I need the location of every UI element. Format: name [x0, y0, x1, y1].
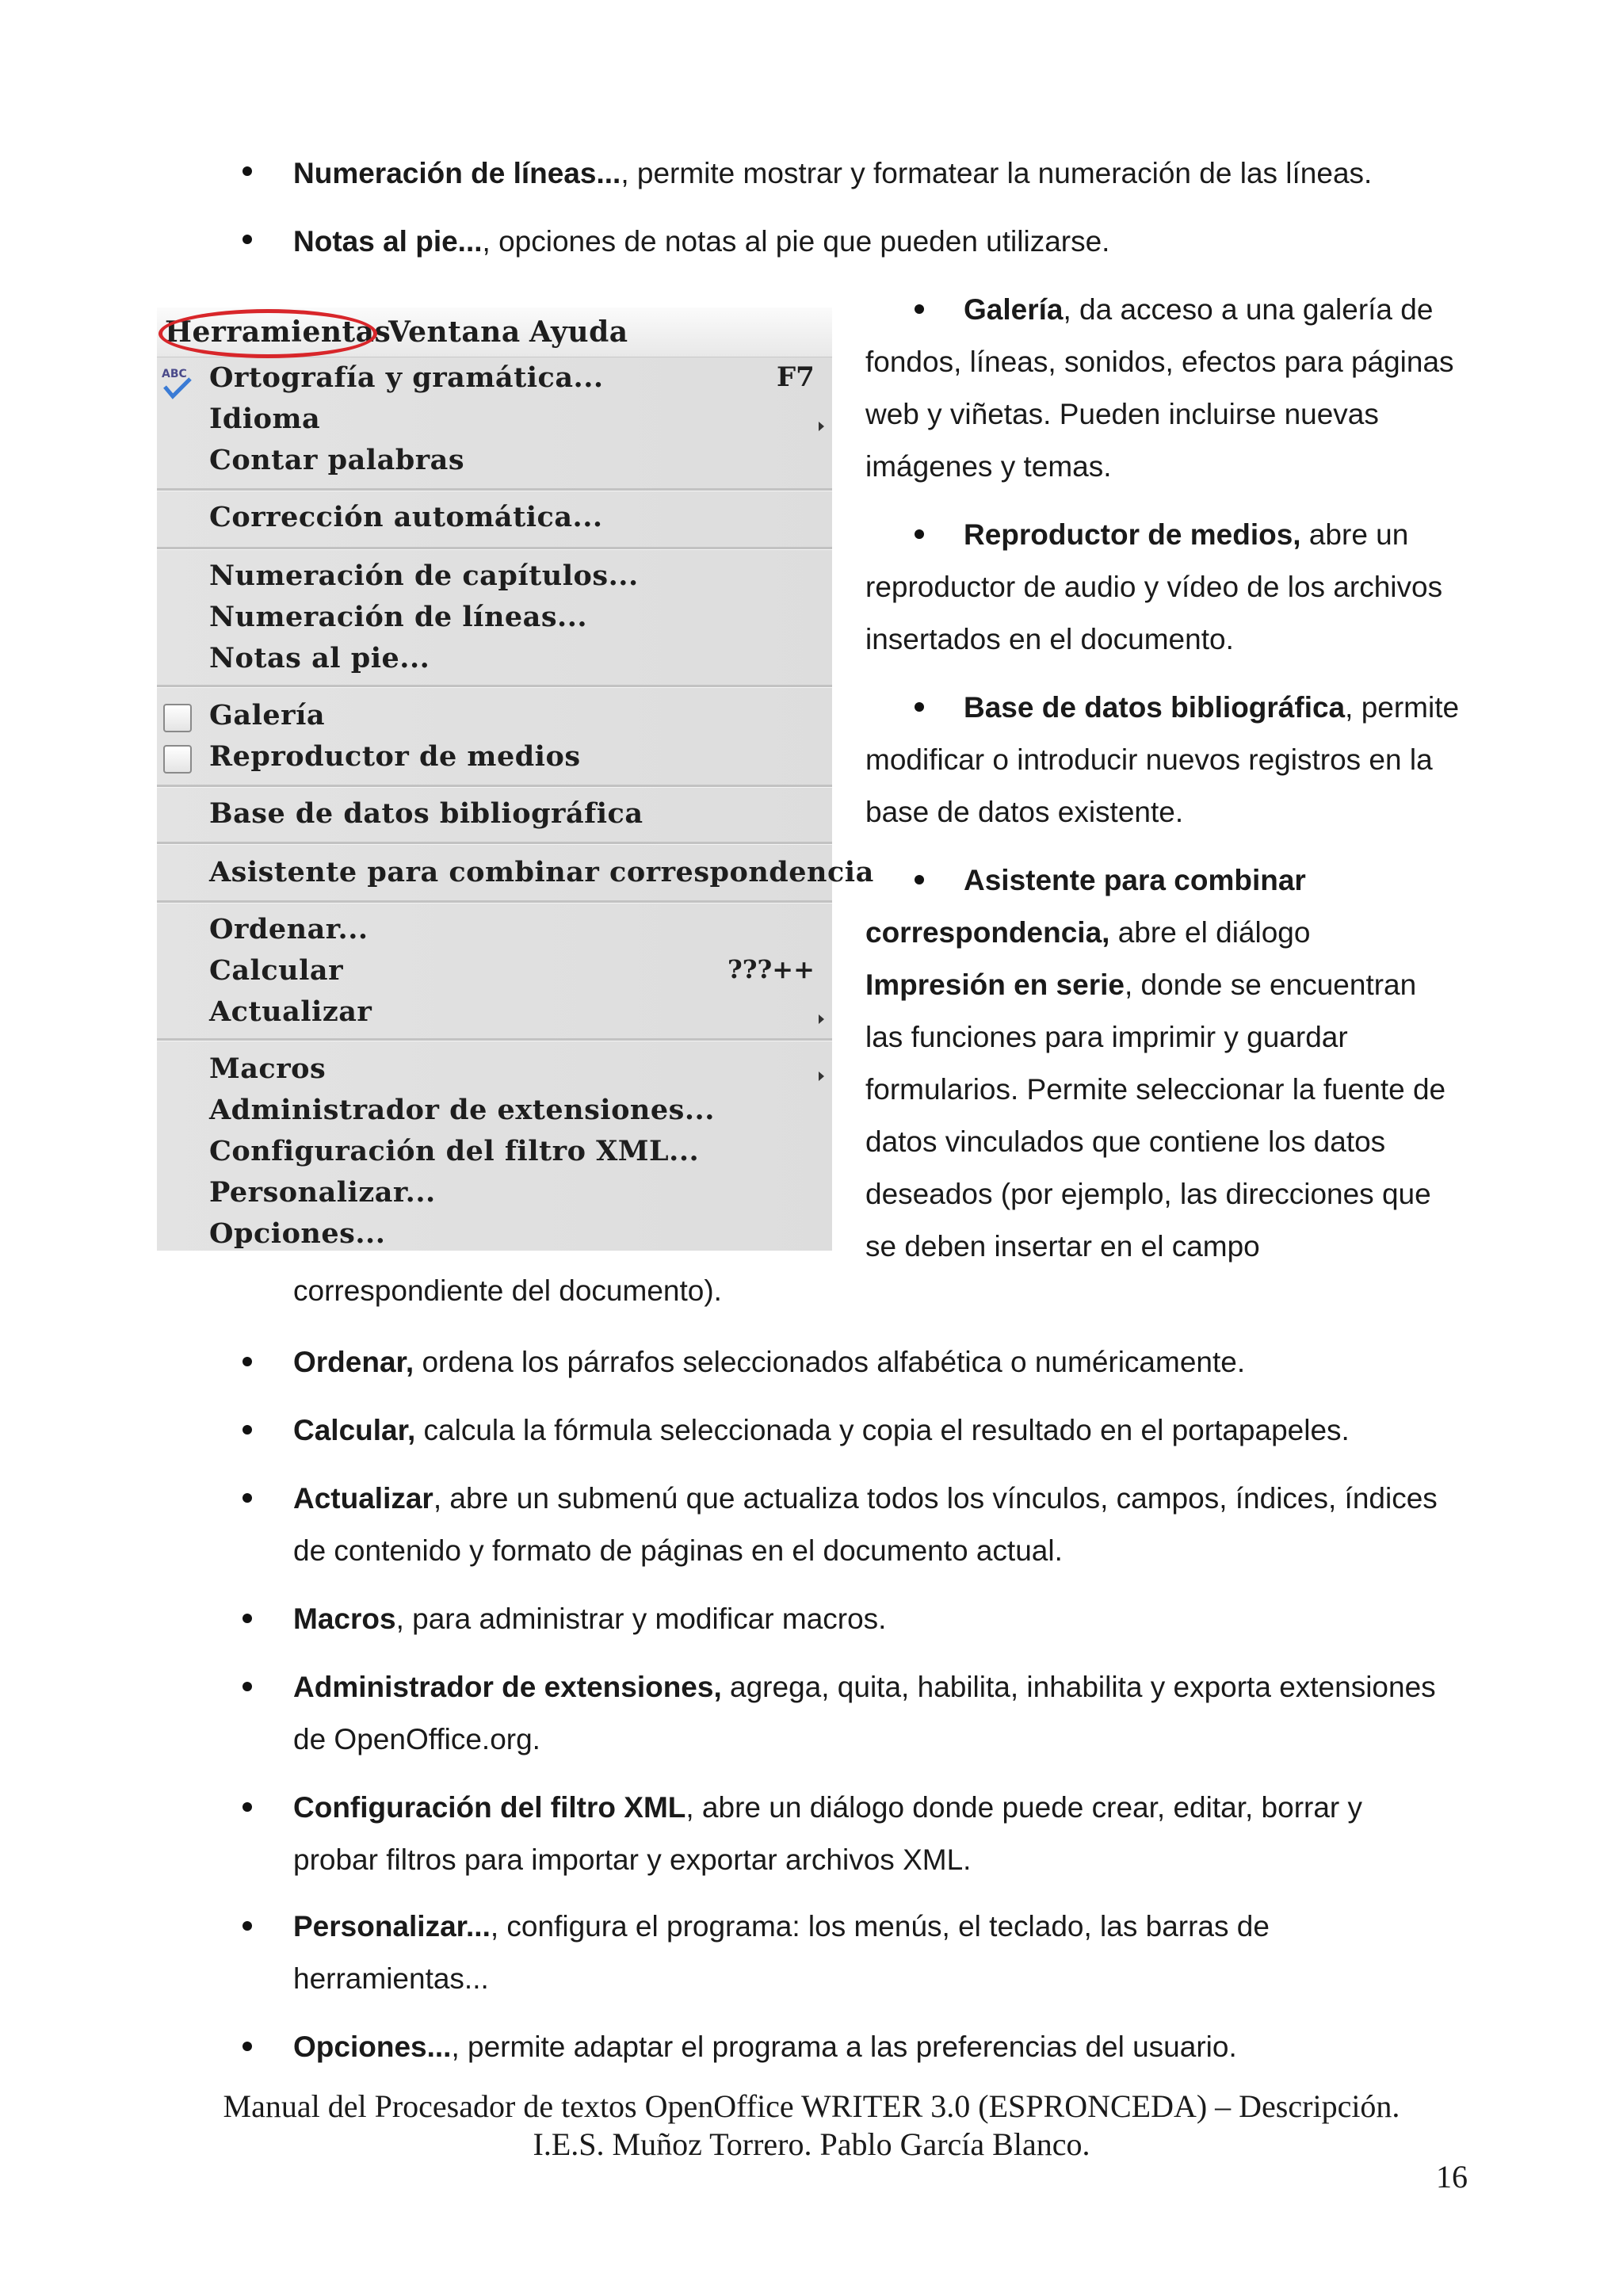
menu-item-actualizar[interactable]: Actualizar: [209, 995, 372, 1028]
separator: [157, 685, 832, 688]
bullet: [242, 166, 252, 176]
highlight-circle: [158, 309, 377, 358]
menu-ayuda[interactable]: Ayuda: [529, 315, 628, 349]
menu-item-base-datos[interactable]: Base de datos bibliográfica: [209, 797, 643, 830]
reproductor-checkbox[interactable]: [163, 745, 192, 774]
item-configuracion-xml: Configuración del filtro XML, abre un diálogo donde puede crear, editar, borrar y probar filtros para importar y exportar archivos XML.: [293, 1791, 1363, 1876]
submenu-arrow-icon: [819, 422, 824, 431]
menu-item-ortografia[interactable]: Ortografía y gramática...: [209, 361, 604, 394]
desc-reproductor: Reproductor de medios, abre un reproductor de audio y vídeo de los archivos insertados en el documento.: [865, 518, 1443, 655]
desc-asistente: Asistente para combinar correspondencia, abre el diálogo Impresión en serie, donde se encuentran las funciones para imprimir y guardar formularios. Permite seleccionar la fuente de datos vinculados que contiene los datos deseados (por ejemplo, las direcciones que se deben insertar en el campo: [865, 864, 1446, 1263]
menu-herramientas[interactable]: Herramientas: [165, 315, 391, 349]
bullet: [242, 2042, 252, 2051]
menu-item-administrador-extensiones[interactable]: Administrador de extensiones...: [209, 1094, 715, 1126]
item-notas-pie: Notas al pie..., opciones de notas al pie que pueden utilizarse.: [293, 225, 1110, 258]
separator: [157, 1038, 832, 1041]
item-macros: Macros, para administrar y modificar macros.: [293, 1603, 887, 1635]
separator: [157, 547, 832, 550]
separator: [157, 842, 832, 845]
bullet: [242, 1425, 252, 1435]
item-calcular: Calcular, calcula la fórmula seleccionada y copia el resultado en el portapapeles.: [293, 1414, 1350, 1446]
menu-item-asistente-correspondencia[interactable]: Asistente para combinar correspondencia: [209, 856, 874, 888]
menu-ventana[interactable]: Ventana: [388, 315, 521, 349]
menu-item-calcular[interactable]: Calcular: [209, 954, 344, 987]
menu-item-contar-palabras[interactable]: Contar palabras: [209, 444, 465, 476]
menu-item-macros[interactable]: Macros: [209, 1052, 327, 1085]
separator: [157, 488, 832, 491]
menu-item-reproductor-medios[interactable]: Reproductor de medios: [209, 740, 581, 773]
page-number: 16: [1436, 2159, 1468, 2195]
spellcheck-icon: [160, 365, 195, 403]
svg-text:ABC: ABC: [162, 368, 187, 380]
item-ordenar: Ordenar, ordena los párrafos seleccionados alfabética o numéricamente.: [293, 1346, 1246, 1378]
bullet: [242, 1802, 252, 1812]
menu-item-configuracion-filtro-xml[interactable]: Configuración del filtro XML...: [209, 1135, 700, 1167]
bullet: [242, 1921, 252, 1931]
bullet: [242, 1493, 252, 1503]
item-numeracion-lineas: Numeración de líneas..., permite mostrar y formatear la numeración de las líneas.: [293, 157, 1373, 189]
item-personalizar: Personalizar..., configura el programa: los menús, el teclado, las barras de herramientas...: [293, 1910, 1270, 1995]
submenu-arrow-icon: [819, 1072, 824, 1081]
item-administrador-extensiones: Administrador de extensiones, agrega, quita, habilita, inhabilita y exporta extensiones de OpenOffice.org.: [293, 1671, 1436, 1755]
menu-item-personalizar[interactable]: Personalizar...: [209, 1176, 436, 1209]
menu-item-numeracion-capitulos[interactable]: Numeración de capítulos...: [209, 560, 639, 592]
separator: [157, 900, 832, 904]
bullet: [242, 1614, 252, 1623]
menu-item-notas-pie[interactable]: Notas al pie...: [209, 642, 430, 674]
menu-bar: [157, 308, 832, 357]
item-actualizar: Actualizar, abre un submenú que actualiza todos los vínculos, campos, índices, índices de contenido y formato de páginas en el documento actual.: [293, 1482, 1438, 1567]
tools-menu-screenshot: [157, 308, 874, 1251]
shortcut-f7: F7: [777, 361, 815, 393]
desc-asistente-continued: correspondiente del documento).: [293, 1274, 722, 1307]
menu-item-opciones[interactable]: Opciones...: [209, 1217, 386, 1250]
footer-line-2: I.E.S. Muñoz Torrero. Pablo García Blanco.: [533, 2126, 1090, 2162]
submenu-arrow-icon: [819, 1014, 824, 1024]
menu-item-numeracion-lineas[interactable]: Numeración de líneas...: [209, 601, 588, 633]
separator: [157, 785, 832, 788]
desc-base-datos: Base de datos bibliográfica, permite modificar o introducir nuevos registros en la base de datos existente.: [865, 691, 1460, 828]
bullet: [242, 235, 252, 244]
menu-item-idioma[interactable]: Idioma: [209, 403, 321, 435]
item-opciones: Opciones..., permite adaptar el programa a las preferencias del usuario.: [293, 2030, 1237, 2063]
menu-item-ordenar[interactable]: Ordenar...: [209, 913, 369, 946]
menu-item-galeria[interactable]: Galería: [209, 699, 326, 732]
menu-item-correccion-automatica[interactable]: Corrección automática...: [209, 501, 603, 533]
bullet: [242, 1682, 252, 1691]
galeria-checkbox[interactable]: [163, 704, 192, 732]
footer-line-1: Manual del Procesador de textos OpenOffice WRITER 3.0 (ESPRONCEDA) – Descripción.: [223, 2088, 1400, 2124]
shortcut-calcular: ???++: [727, 954, 815, 984]
bullet: [242, 1357, 252, 1366]
desc-galeria: Galería, da acceso a una galería de fondos, líneas, sonidos, efectos para páginas web y viñetas. Pueden incluirse nuevas imágenes y temas.: [865, 293, 1454, 483]
